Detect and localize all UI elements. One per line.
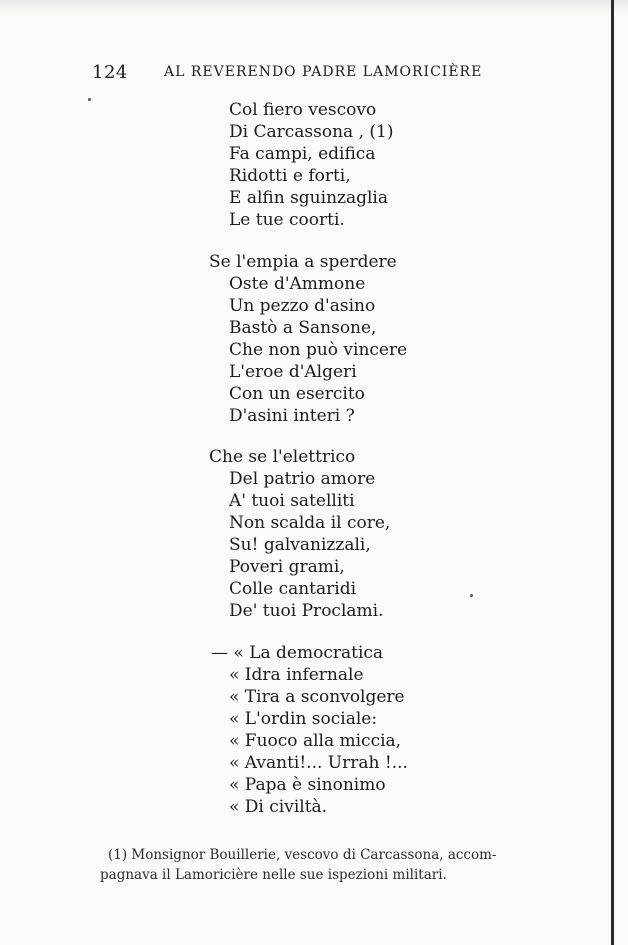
verse-line: Del patrio amore — [229, 469, 376, 489]
verse-line: Colle cantaridi — [229, 579, 357, 599]
page-binding-edge — [611, 0, 614, 945]
verse-line: Che se l'elettrico — [209, 447, 356, 467]
verse-line: — « La democratica — [211, 643, 384, 663]
verse-line: Un pezzo d'asino — [229, 296, 376, 316]
verse-line: Se l'empia a sperdere — [209, 252, 397, 272]
page-header — [92, 62, 492, 86]
verse-line: D'asini interi ? — [229, 406, 355, 426]
verse-line: Oste d'Ammone — [229, 274, 366, 294]
verse-line: « Papa è sinonimo — [229, 775, 386, 795]
verse-line: Che non può vincere — [229, 340, 408, 360]
verse-line: « L'ordin sociale: — [229, 709, 378, 729]
verse-line: Col fiero vescovo — [229, 100, 377, 120]
verse-line: Poveri grami, — [229, 557, 345, 577]
print-speck — [470, 594, 473, 597]
footnote-line: pagnava il Lamoricière nelle sue ispezioni militari. — [100, 867, 447, 883]
page-top-edge — [0, 0, 628, 14]
verse-line: Con un esercito — [229, 384, 365, 404]
verse-line: « Tira a sconvolgere — [229, 687, 405, 707]
verse-line: Di Carcassona , (1) — [229, 122, 394, 142]
verse-line: Su! galvanizzali, — [229, 535, 371, 555]
verse-line: « Fuoco alla miccia, — [229, 731, 402, 751]
verse-line: E alfin sguinzaglia — [229, 188, 389, 208]
verse-line: Ridotti e forti, — [229, 166, 351, 186]
verse-line: Bastò a Sansone, — [229, 318, 377, 338]
verse-line: Fa campi, edifica — [229, 144, 376, 164]
verse-line: L'eroe d'Algeri — [229, 362, 357, 382]
footnote-line: (1) Monsignor Bouillerie, vescovo di Carcassona, accom- — [108, 847, 497, 863]
verse-line: « Di civiltà. — [229, 797, 328, 817]
verse-line: « Idra infernale — [229, 665, 364, 685]
verse-line: « Avanti!... Urrah !... — [229, 753, 408, 773]
verse-line: A' tuoi satelliti — [229, 491, 355, 511]
verse-line: Le tue coorti. — [229, 210, 345, 230]
running-title: AL REVERENDO PADRE LAMORICIÈRE — [164, 64, 483, 80]
page-number: 124 — [92, 62, 128, 83]
verse-line: Non scalda il core, — [229, 513, 391, 533]
verse-line: De' tuoi Proclami. — [229, 601, 384, 621]
print-speck — [88, 98, 91, 101]
